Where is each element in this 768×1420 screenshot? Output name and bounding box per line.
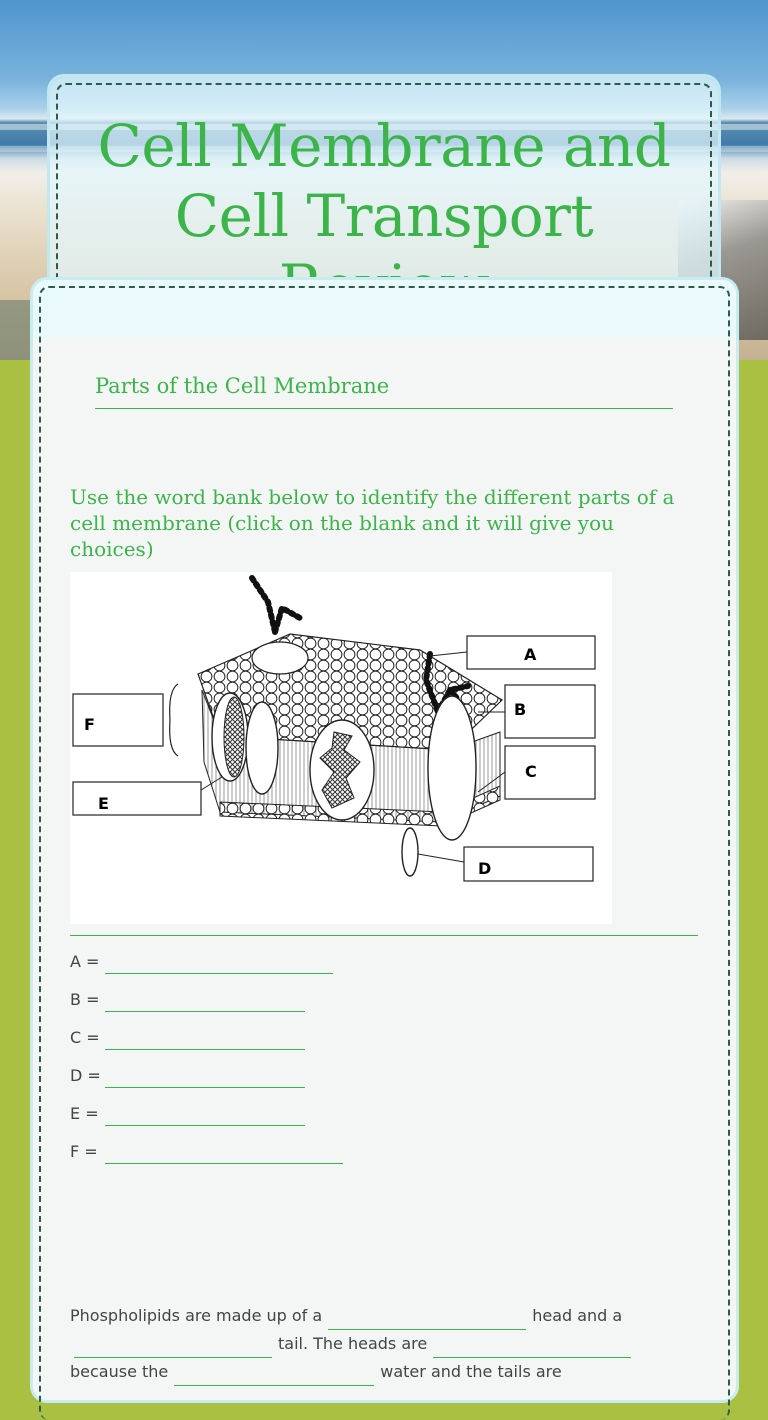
tail-type-dropdown[interactable]	[74, 1335, 272, 1358]
paragraph-text: because the	[70, 1362, 169, 1381]
leader-line-d	[418, 854, 464, 862]
page-title: Cell Membrane and Cell Transport	[97, 112, 671, 250]
section-heading: Parts of the Cell Membrane	[95, 374, 673, 409]
heads-property-dropdown[interactable]	[433, 1335, 631, 1358]
cell-membrane-drawing	[70, 572, 612, 924]
water-relation-dropdown[interactable]	[174, 1363, 374, 1386]
leader-line-a	[430, 652, 467, 656]
paragraph-text: tail. The heads are	[278, 1334, 428, 1353]
answer-a-dropdown[interactable]	[105, 949, 333, 974]
phospholipid-paragraph	[70, 1302, 700, 1386]
transport-protein	[428, 696, 476, 840]
answer-e-dropdown[interactable]	[105, 1101, 305, 1126]
label-c: C	[525, 762, 537, 781]
answer-c-dropdown[interactable]	[105, 1025, 305, 1050]
answer-row-a	[70, 946, 333, 976]
answer-label: A =	[70, 951, 100, 971]
label-box-c	[505, 746, 595, 799]
label-e: E	[98, 794, 109, 813]
answer-row-d	[70, 1060, 305, 1090]
answer-label: D =	[70, 1065, 101, 1085]
label-a: A	[524, 645, 537, 664]
section-divider	[70, 935, 698, 936]
label-f: F	[84, 715, 95, 734]
paragraph-text: water and the tails are	[380, 1362, 562, 1381]
label-b: B	[514, 700, 527, 719]
label-d: D	[478, 859, 492, 878]
bracket-f	[170, 684, 178, 756]
paragraph-text: Phospholipids are made up of a	[70, 1306, 323, 1325]
label-box-e	[73, 782, 201, 815]
answer-d-dropdown[interactable]	[105, 1063, 305, 1088]
answer-b-dropdown[interactable]	[105, 987, 305, 1012]
answer-label: E =	[70, 1103, 99, 1123]
answer-row-f	[70, 1136, 343, 1166]
answer-label: F =	[70, 1141, 98, 1161]
answer-label: B =	[70, 989, 100, 1009]
cell-membrane-diagram	[70, 572, 612, 924]
channel-protein-hatched	[224, 697, 244, 777]
answer-row-b	[70, 984, 305, 1014]
answer-label: C =	[70, 1027, 100, 1047]
glycoprotein-chain	[252, 578, 300, 632]
answer-row-e	[70, 1098, 305, 1128]
answer-row-c	[70, 1022, 305, 1052]
head-type-dropdown[interactable]	[328, 1307, 526, 1330]
channel-protein-middle	[246, 702, 278, 794]
answer-f-dropdown[interactable]	[105, 1139, 343, 1164]
paragraph-text: head and a	[532, 1306, 623, 1325]
instructions-text: Use the word bank below to identify the different parts of a cell membrane (click on the blank and it will give you choices)	[70, 485, 675, 561]
glycoprotein-bump	[252, 642, 308, 674]
peripheral-protein	[402, 828, 418, 876]
